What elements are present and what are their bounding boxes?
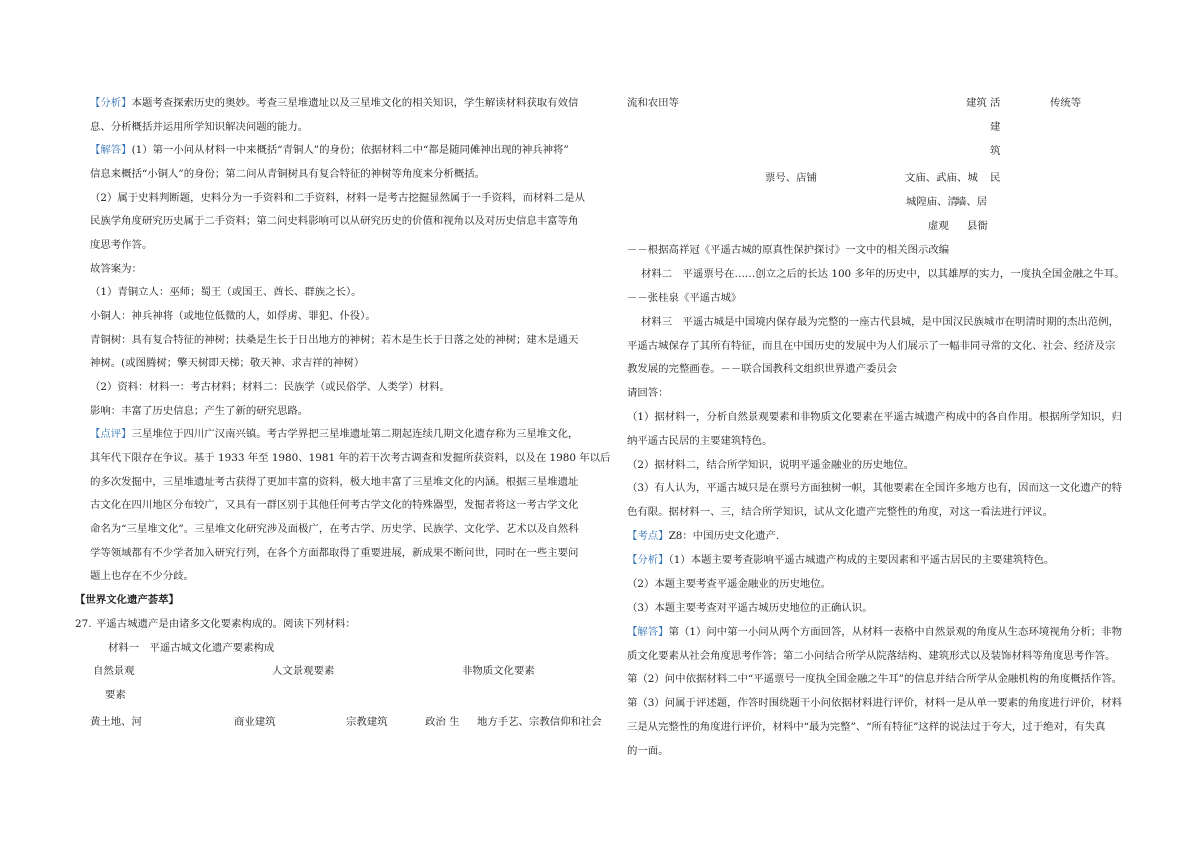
table-cont-live: 活 — [990, 97, 1001, 109]
question-3-line-1: （3）有人认为，平遥古城只是在票号方面独树一帜，其他要素在全国许多地方也有，因而这一文化遗产的特 — [627, 482, 1122, 494]
table-header-human: 人文景观要素 — [272, 665, 335, 677]
comment-line-6: 学等领域都有不少学者加入研究行列，在各个方面都取得了重要进展，新成果不断问世，同时在一些主要问 — [90, 547, 579, 559]
table-cont-county: 县衙 — [967, 220, 988, 232]
source-1: －－根据高祥冠《平遥古城的原真性保护探讨》一文中的相关图示改编 — [627, 244, 950, 256]
right-answer-line-5: 三是从完整性的角度进行评价，材料中“最为完整”、“所有特征”这样的说法过于夸大，过于绝对，有失真 — [627, 721, 1106, 733]
comment-line-3: 的多次发掘中，三星堆遗址考古获得了更加丰富的资料，极大地丰富了三星堆文化的内涵。根据三星堆遗址 — [90, 476, 579, 488]
material-3-line-3: 教发展的完整画卷。－－联合国教科文组织世界遗产委员会 — [627, 363, 898, 375]
answer-line-10: 神树。(或图腾树；擎天树即天梯；敬天神、求吉祥的神树） — [90, 357, 365, 369]
table-cell-political: 政治 生 — [425, 716, 460, 728]
answer-tag: 【解答】 — [90, 144, 132, 156]
table-cont-min: 民 — [990, 172, 1001, 184]
answer-line-1: 【解答】(1）第一小问从材料一中来概括“青铜人”的身份；依据材料二中“都是随同傩神出现的神兵神将” — [90, 144, 569, 156]
section-title: 【世界文化遗产荟萃】 — [75, 594, 179, 606]
question-3-line-2: 色有限。据材料一、三，结合所学知识，试从文化遗产完整性的角度，对这一看法进行评议。 — [627, 506, 1054, 518]
answer-line-2: 信息来概括“小铜人”的身份；第二问从青铜树具有复合特征的神树等角度来分析概括。 — [90, 168, 486, 180]
answer-line-4: 民族学角度研究历史属于二手资料；第二问史料影响可以从研究历史的价值和视角以及对历史信息丰富等角 — [90, 215, 579, 227]
table-cont-traditions: 传统等 — [1050, 97, 1082, 109]
analysis-line-1: 【分析】本题考查探索历史的奥妙。考查三星堆遗址以及三星堆文化的相关知识，学生解读材料获取有效信 — [90, 97, 579, 109]
comment-line-7: 题上也存在不少分歧。 — [90, 570, 194, 582]
question-1-line-2: 纳平遥古民居的主要建筑特色。 — [627, 435, 773, 447]
answer-line-7: （1）青铜立人：巫师；蜀王（或国王、酋长、群族之长）。 — [90, 286, 362, 298]
table-cell-natural: 黄土地、河 — [90, 716, 142, 728]
right-answer-line-4: 第（3）问属于评述题，作答时围绕题干小问依据材料进行评价，材料一是从单一要素的角度进行评价，材料 — [627, 697, 1122, 709]
material-3-line-2: 平遥古城保存了其所有特征，而且在中国历史的发展中为人们展示了一幅非同寻常的文化、社会、经济及宗 — [627, 340, 1116, 352]
right-answer-line-6: 的一面。 — [627, 745, 669, 757]
right-analysis-tag: 【分析】 — [627, 554, 669, 566]
table-header-natural: 自然景观 — [93, 665, 135, 677]
analysis-line-2: 息、分析概括并运用所学知识解决问题的能力。 — [90, 121, 309, 133]
table-header-intangible: 非物质文化要素 — [462, 665, 535, 677]
comment-tag: 【点评】 — [90, 428, 132, 440]
kaodian-tag: 【考点】 — [627, 530, 669, 542]
question-27-intro: 平遥古城遗产是由诸多文化要素构成的。阅读下列材料： — [96, 618, 356, 630]
material-3-line-1: 材料三 平遥古城是中国境内保存最为完整的一座古代县城，是中国汉民族城市在明清时期的杰出范例， — [641, 316, 1119, 328]
right-analysis-line-1: 【分析】（1）本题主要考查影响平遥古城遗产构成的主要因素和平遥古居民的主要建筑特色。 — [627, 554, 1055, 566]
comment-line-2: 其年代下限存在争议。基于 1933 年至 1980、1981 年的若干次考古调查和发掘所获资料，以及在 1980 年以后 — [90, 452, 611, 464]
table-cell-intangible: 地方手艺、宗教信仰和社会 — [477, 716, 602, 728]
material-2: 材料二 平遥票号在……创立之后的长达 100 多年的历史中，以其雄厚的实力，一度执全国金融之牛耳。 — [641, 268, 1125, 280]
right-answer-line-2: 质文化要素从社会角度思考作答；第二小问结合所学从院落结构、建筑形式以及装饰材料等角度思考作答。 — [627, 650, 1116, 662]
right-analysis-line-2: （2）本题主要考查平遥金融业的历史地位。 — [627, 578, 832, 590]
question-27-number: 27. — [75, 618, 92, 630]
table-cell-commercial: 商业建筑 — [234, 716, 276, 728]
answer-line-5: 度思考作答。 — [90, 239, 153, 251]
question-1-line-1: （1）据材料一，分析自然景观要素和非物质文化要素在平遥古城遗产构成中的各自作用。根据所学知识，归 — [627, 411, 1122, 423]
analysis-tag: 【分析】 — [90, 97, 132, 109]
answer-line-11: （2）资料：材料一：考古材料；材料二：民族学（或民俗学、人类学）材料。 — [90, 381, 450, 393]
right-answer-tag: 【解答】 — [627, 626, 669, 638]
table-cell-religious: 宗教建筑 — [346, 716, 388, 728]
right-analysis-line-3: （3）本题主要考查对平遥古城历史地位的正确认识。 — [627, 602, 873, 614]
answer-line-8: 小铜人：神兵神将（或地位低微的人，如俘虏、罪犯、仆役）。 — [90, 310, 376, 322]
table-header-elements: 要素 — [105, 689, 126, 701]
table-cont-taoist: 虚观 — [928, 220, 949, 232]
ask-label: 请回答： — [627, 387, 669, 399]
right-answer-line-3: 第（2）问中依据材料二中“平遥票号一度执全国金融之牛耳”的信息并结合所学从金融机构的角度概括作答。 — [627, 673, 1123, 685]
table-cont-building: 建筑 — [966, 97, 987, 109]
comment-line-4: 古文化在四川地区分布较广，又具有一群区别于其他任何考古学文化的特殊器型，发掘者将这一考古学文化 — [90, 499, 579, 511]
table-cont-temples: 文庙、武庙、城 — [905, 172, 978, 184]
table-cont-natural: 流和农田等 — [627, 97, 679, 109]
comment-line-5: 命名为“三星堆文化”。三星堆文化研究涉及面极广，在考古学、历史学、民族学、文化学、艺术以及自然科 — [90, 523, 579, 535]
answer-line-12: 影响：丰富了历史信息；产生了新的研究思路。 — [90, 405, 309, 417]
table-cont-city-god: 城隍庙、清 — [906, 196, 958, 208]
table-cont-zhu: 筑 — [990, 145, 1001, 157]
material1-title: 材料一 平遥古城文化遗产要素构成 — [108, 642, 275, 654]
comment-line-1: 【点评】三星堆位于四川广汉南兴镇。考古学界把三星堆遗址第二期起连续几期文化遗存称为三星堆文化， — [90, 428, 579, 440]
right-answer-line-1: 【解答】第（1）问中第一小问从两个方面回答，从材料一表格中自然景观的角度从生态环境视角分析；非物 — [627, 626, 1122, 638]
kaodian-line: 【考点】Z8：中国历史文化遗产. — [627, 530, 780, 542]
answer-line-9: 青铜树：具有复合特征的神树；扶桑是生长于日出地方的神树；若木是生长于日落之处的神树；建木是通天 — [90, 334, 579, 346]
answer-line-3: （2）属于史料判断题，史料分为一手资料和二手资料，材料一是考古挖掘显然属于一手资料，而材料二是从 — [90, 192, 585, 204]
table-cont-banks: 票号、店铺 — [765, 172, 817, 184]
table-cont-wall: 墙、居 — [956, 196, 988, 208]
table-cont-jian: 建 — [990, 121, 1001, 133]
question-2: （2）据材料二，结合所学知识，说明平遥金融业的历史地位。 — [627, 459, 915, 471]
answer-line-6: 故答案为： — [90, 263, 142, 275]
source-2: －－张桂泉《平遥古城》 — [627, 292, 742, 304]
